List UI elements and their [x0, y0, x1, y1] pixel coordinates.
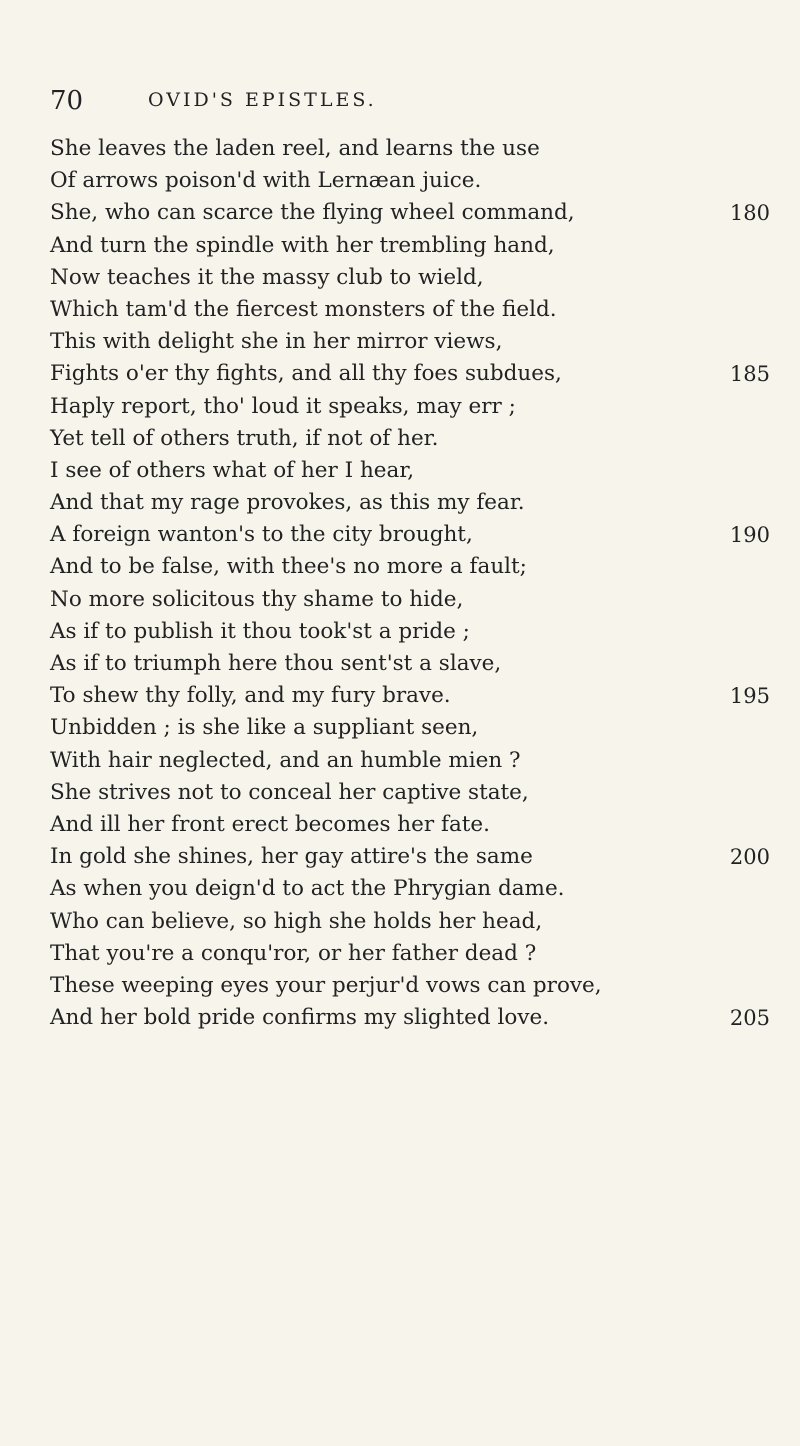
verse-line-text: I see of others what of her I hear, [50, 457, 415, 483]
page-number: 70 [50, 86, 84, 116]
verse-line [50, 391, 770, 423]
verse-line-text: And her bold pride confirms my slighted love. [50, 1005, 550, 1031]
verse-line-text: As when you deign'd to act the Phrygian dame. [50, 876, 565, 902]
verse-line [50, 648, 770, 680]
verse-line-text: She, who can scarce the flying wheel command, [50, 200, 575, 226]
line-number: 200 [729, 845, 770, 870]
verse-line [50, 1002, 770, 1034]
verse-line-text: This with delight she in her mirror views, [50, 329, 503, 355]
verse-line-text: Which tam'd the fiercest monsters of the field. [50, 296, 557, 322]
verse-line [50, 906, 770, 938]
line-number: 190 [729, 523, 770, 548]
verse-line-text: In gold she shines, her gay attire's the same [50, 844, 533, 870]
verse-line-text: Of arrows poison'd with Lernæan juice. [50, 168, 482, 194]
verse-line [50, 197, 770, 229]
line-number: 185 [729, 362, 770, 387]
verse-line-text: A foreign wanton's to the city brought, [50, 522, 473, 548]
verse-line-text: As if to triumph here thou sent'st a slave, [50, 651, 502, 676]
verse-line [50, 133, 770, 165]
verse-line [50, 230, 770, 262]
verse-line [50, 358, 770, 390]
verse-line [50, 262, 770, 294]
verse-line [50, 487, 770, 519]
verse-line [50, 519, 770, 551]
verse-line [50, 938, 770, 970]
verse-line [50, 680, 770, 712]
verse-line-text: Unbidden ; is she like a suppliant seen, [50, 715, 479, 741]
running-title: OVID'S EPISTLES. [148, 89, 377, 111]
verse-line [50, 584, 770, 616]
verse-line-text: Haply report, tho' loud it speaks, may err ; [50, 393, 516, 419]
verse-line-text: Fights o'er thy fights, and all thy foes subdues, [50, 361, 562, 387]
verse-line-text: With hair neglected, and an humble mien ? [50, 747, 521, 773]
verse-line [50, 165, 770, 197]
verse-line-text: No more solicitous thy shame to hide, [50, 586, 464, 612]
verse-line-text: Yet tell of others truth, if not of her. [50, 425, 439, 451]
line-number: 180 [729, 201, 770, 226]
verse-line-text: And that my rage provokes, as this my fear. [50, 490, 525, 516]
verse-line [50, 745, 770, 777]
verse-line-text: And turn the spindle with her trembling hand, [50, 232, 555, 258]
verse-line [50, 841, 770, 873]
verse-line [50, 423, 770, 455]
verse-line-text: Now teaches it the massy club to wield, [50, 264, 484, 290]
verse-line [50, 970, 770, 1002]
verse-line-text: She leaves the laden reel, and learns the use [50, 136, 540, 161]
verse-line-text: Who can believe, so high she holds her head, [50, 908, 543, 934]
verse-line-text: She strives not to conceal her captive state, [50, 779, 529, 805]
verse-line [50, 294, 770, 326]
verse-line [50, 777, 770, 809]
verse-line-text: That you're a conqu'ror, or her father dead ? [50, 940, 537, 966]
line-number: 195 [729, 684, 770, 709]
verse-line [50, 616, 770, 648]
verse-line-text: To shew thy folly, and my fury brave. [50, 683, 451, 709]
line-number: 205 [729, 1006, 770, 1031]
verse-line-text: And ill her front erect becomes her fate. [50, 811, 490, 837]
verse-line-text: And to be false, with thee's no more a fault; [50, 554, 527, 580]
verse-line [50, 326, 770, 358]
verse-line-text: These weeping eyes your perjur'd vows can prove, [50, 972, 602, 998]
verse-line [50, 712, 770, 744]
verse-line [50, 551, 770, 583]
verse-block [50, 133, 770, 1034]
running-head [50, 86, 750, 116]
verse-line [50, 455, 770, 487]
verse-line-text: As if to publish it thou took'st a pride ; [50, 618, 470, 644]
verse-line [50, 873, 770, 905]
verse-line [50, 809, 770, 841]
